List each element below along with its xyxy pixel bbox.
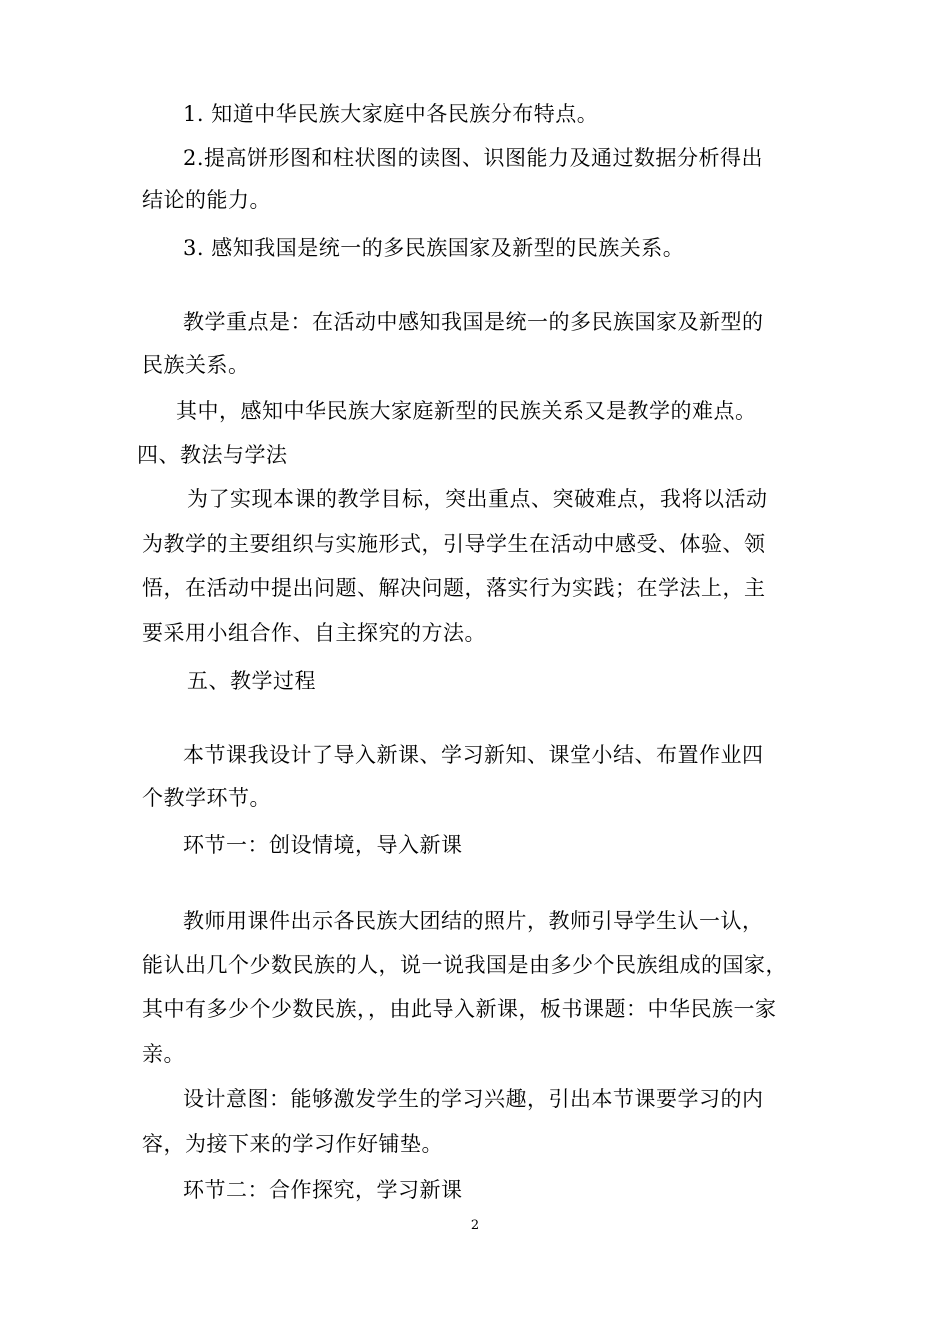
method-line-1: 为了实现本课的教学目标，突出重点、突破难点，我将以活动 [187,487,768,511]
step-1-heading: 环节一：创设情境，导入新课 [183,833,463,857]
method-line-4: 要采用小组合作、自主探究的方法。 [142,621,486,645]
key-point-line-2: 民族关系。 [142,353,250,377]
intent-line-2: 容，为接下来的学习作好铺垫。 [142,1132,443,1156]
key-point-line-1: 教学重点是：在活动中感知我国是统一的多民族国家及新型的 [183,310,764,334]
difficulty-paragraph: 其中，感知中华民族大家庭新型的民族关系又是教学的难点。 [176,399,757,423]
step-1-line-2: 能认出几个少数民族的人，说一说我国是由多少个民族组成的国家， [142,953,787,977]
step-1-line-3: 其中有多少个少数民族，，由此导入新课，板书课题：中华民族一家 [142,997,777,1021]
goal-2-line-1: 2.提高饼形图和柱状图的读图、识图能力及通过数据分析得出 [183,146,764,170]
process-line-2: 个教学环节。 [142,786,271,810]
method-line-3: 悟，在活动中提出问题、解决问题，落实行为实践；在学法上，主 [142,576,766,600]
goal-1: 1. 知道中华民族大家庭中各民族分布特点。 [183,102,599,126]
page-number: 2 [470,1218,480,1233]
process-line-1: 本节课我设计了导入新课、学习新知、课堂小结、布置作业四 [183,743,764,767]
goal-3: 3. 感知我国是统一的多民族国家及新型的民族关系。 [183,236,685,260]
step-1-line-1: 教师用课件出示各民族大团结的照片，教师引导学生认一认， [183,909,764,933]
step-2-heading: 环节二：合作探究，学习新课 [183,1178,463,1202]
step-1-line-4: 亲。 [142,1042,185,1066]
section-5-heading: 五、教学过程 [187,669,316,693]
goal-2-line-2: 结论的能力。 [142,188,271,212]
intent-line-1: 设计意图：能够激发学生的学习兴趣，引出本节课要学习的内 [183,1087,764,1111]
method-line-2: 为教学的主要组织与实施形式，引导学生在活动中感受、体验、领 [142,532,766,556]
section-4-heading: 四、教法与学法 [137,443,288,467]
